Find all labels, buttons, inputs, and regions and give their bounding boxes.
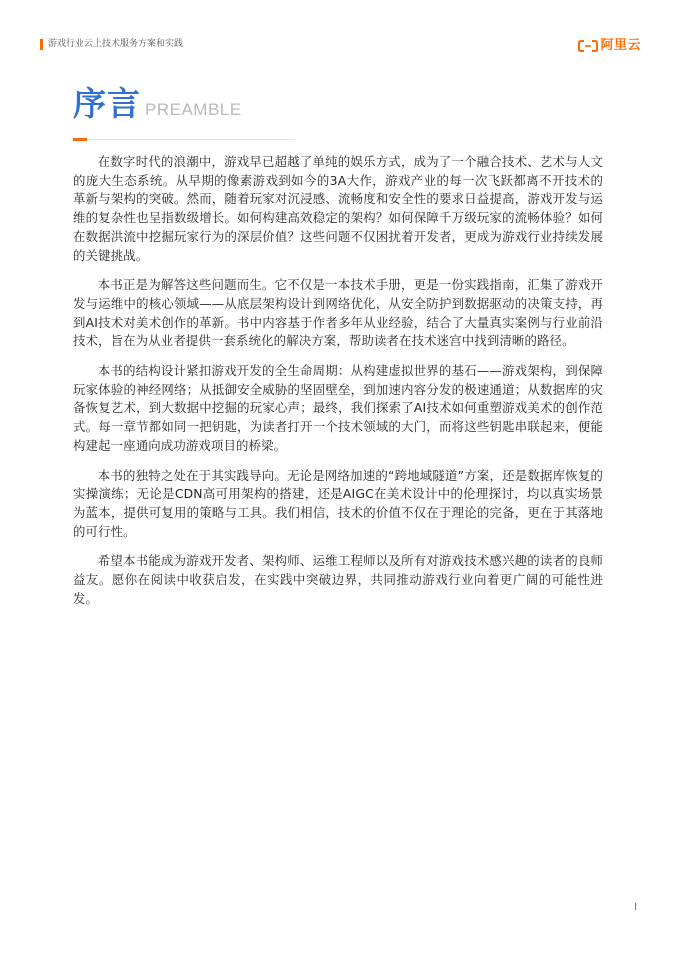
running-header-title: 游戏行业云上技术服务方案和实践 [48,39,184,49]
header-accent-bar [40,39,43,50]
aliyun-logo-icon [578,40,598,52]
page-number: I [634,902,637,913]
aliyun-logo [578,38,641,54]
logo-text: 阿里云 [600,38,641,53]
section-title-english: PREAMBLE [145,100,242,119]
paragraph: 本书正是为解答这些问题而生。它不仅是一本技术手册，更是一份实践指南，汇集了游戏开发与运维中的核心领域——从底层架构设计到网络优化，从安全防护到数据驱动的决策支持，再到AI技术对美术创作的革新。书中内容基于作者多年从业经验，结合了大量真实案例与行业前沿技术，旨在为从业者提供一套系统化的解决方案，帮助读者在技术迷宫中找到清晰的路径。 [73,277,603,349]
section-title-chinese: 序言 [73,84,141,123]
title-divider [73,139,295,140]
paragraph: 希望本书能成为游戏开发者、架构师、运维工程师以及所有对游戏技术感兴趣的读者的良师益友。愿你在阅读中收获启发，在实践中突破边界，共同推动游戏行业向着更广阔的可能性进发。 [73,553,603,606]
preamble-body [73,153,603,619]
paragraph: 在数字时代的浪潮中，游戏早已超越了单纯的娱乐方式，成为了一个融合技术、艺术与人文的庞大生态系统。从早期的像素游戏到如今的3A大作，游戏产业的每一次飞跃都离不开技术的革新与架构的突破。然而，随着玩家对沉浸感、流畅度和安全性的要求日益提高，游戏开发与运维的复杂性也呈指数级增长。如何构建高效稳定的架构？如何保障千万级玩家的流畅体验？如何在数据洪流中挖掘玩家行为的深层价值？这些问题不仅困扰着开发者，更成为游戏行业持续发展的关键挑战。 [73,154,603,263]
title-divider-accent [73,138,87,141]
paragraph: 本书的结构设计紧扣游戏开发的全生命周期：从构建虚拟世界的基石——游戏架构，到保障玩家体验的神经网络；从抵御安全威胁的坚固壁垒，到加速内容分发的极速通道；从数据库的灾备恢复艺术，到大数据中挖掘的玩家心声；最终，我们探索了AI技术如何重塑游戏美术的创作范式。每一章节都如同一把钥匙，为读者打开一个技术领域的大门，而将这些钥匙串联起来，便能构建起一座通向成功游戏项目的桥梁。 [73,363,603,453]
paragraph: 本书的独特之处在于其实践导向。无论是网络加速的“跨地域隧道”方案，还是数据库恢复的实操演练；无论是CDN高可用架构的搭建，还是AIGC在美术设计中的伦理探讨，均以真实场景为蓝本，提供可复用的策略与工具。我们相信，技术的价值不仅在于理论的完备，更在于其落地的可行性。 [73,467,603,539]
section-title [73,84,242,124]
